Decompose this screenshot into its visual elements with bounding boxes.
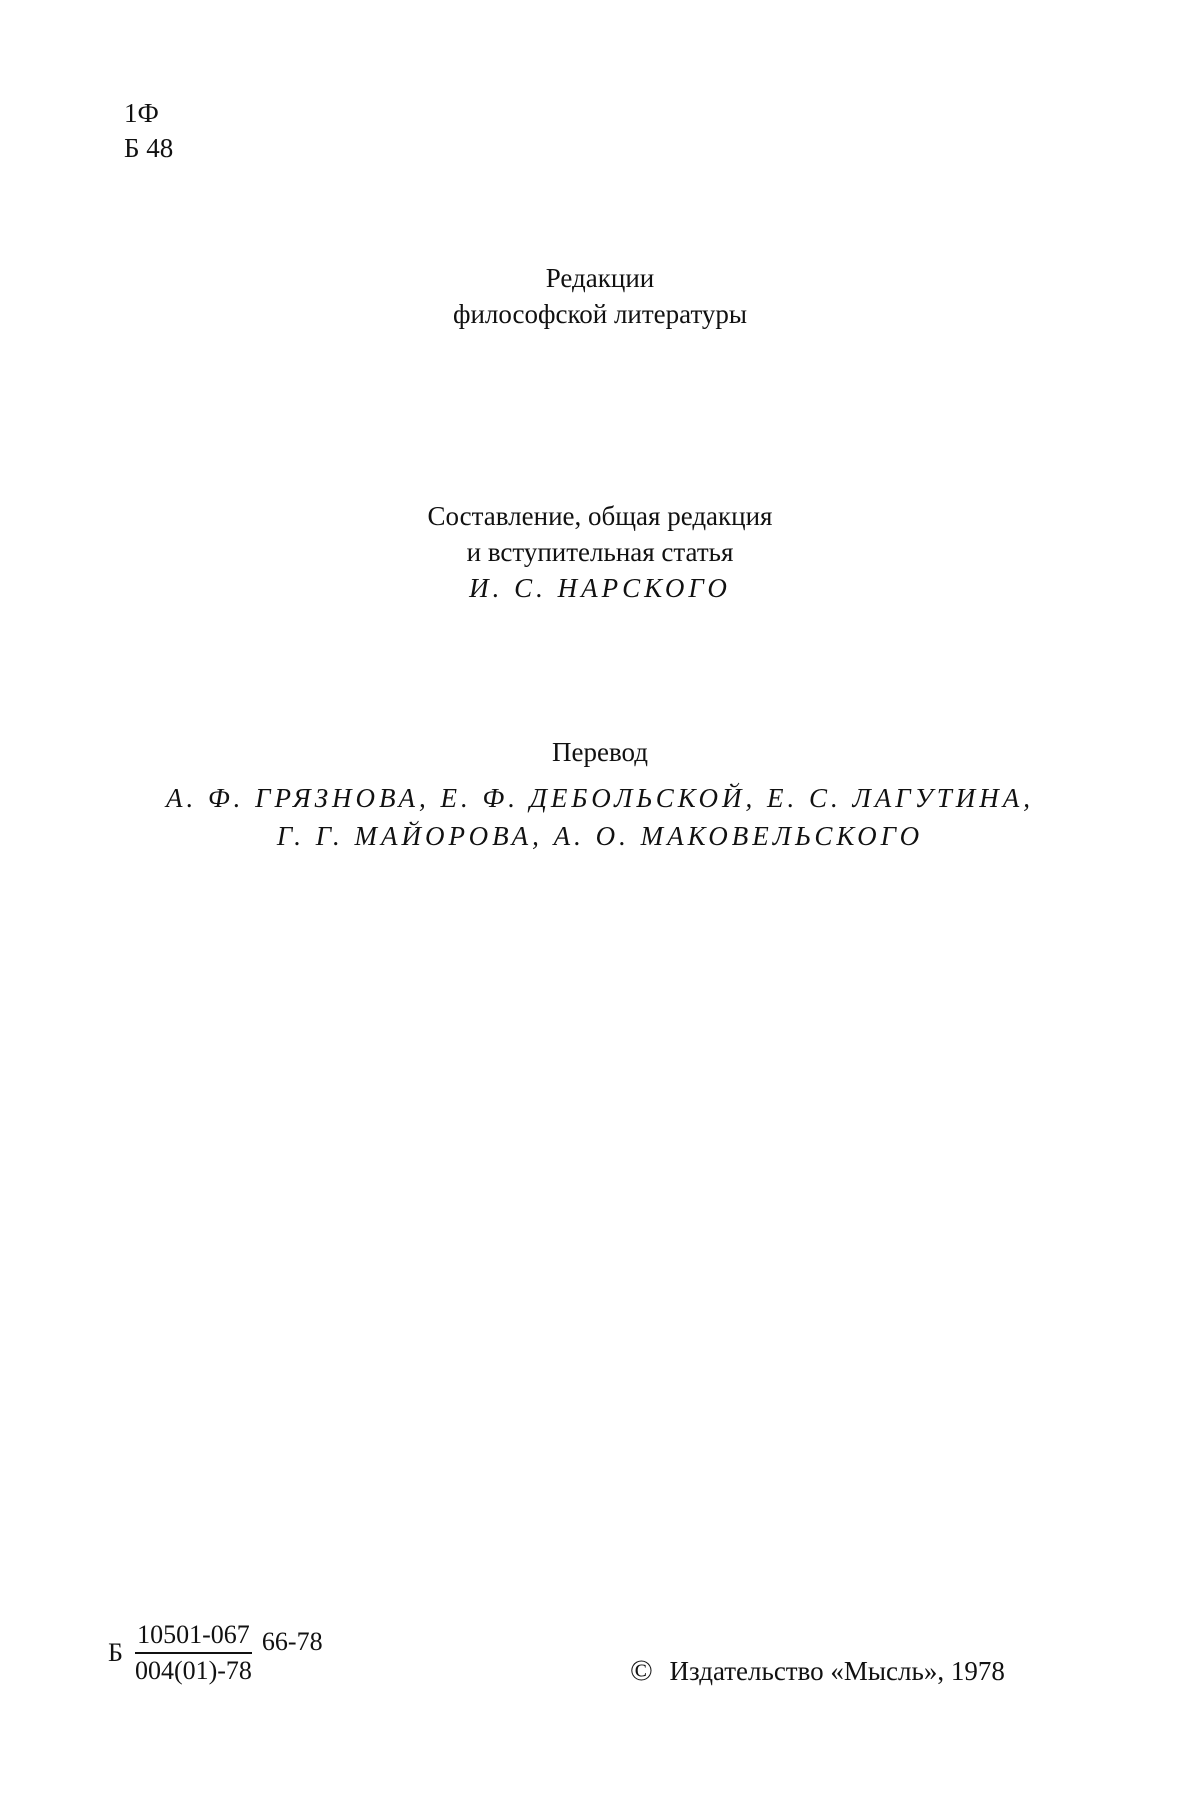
index-suffix: 66-78 — [261, 1627, 323, 1656]
compilation-credit-block — [0, 498, 1200, 606]
library-classification — [124, 96, 173, 166]
classification-code: 1Ф — [124, 98, 159, 128]
translators-line-1: А. Ф. ГРЯЗНОВА, Е. Ф. ДЕБОЛЬСКОЙ, Е. С. ЛАГУТИНА, — [165, 783, 1035, 813]
compilation-line-1: Составление, общая редакция — [427, 501, 773, 531]
index-fraction — [135, 1620, 252, 1686]
index-numerator: 10501-067 — [135, 1620, 252, 1654]
editorial-office-block — [0, 260, 1200, 332]
index-denominator: 004(01)-78 — [134, 1656, 252, 1685]
editor-name: И. С. НАРСКОГО — [469, 573, 731, 603]
author-mark: Б 48 — [124, 133, 174, 163]
editorial-office-line-1: Редакции — [545, 263, 655, 293]
translation-heading: Перевод — [552, 737, 648, 767]
publication-index-code — [108, 1620, 323, 1686]
translators-line-2: Г. Г. МАЙОРОВА, А. О. МАКОВЕЛЬСКОГО — [276, 821, 924, 851]
copyright-text: Издательство «Мысль», 1978 — [669, 1656, 1005, 1686]
editorial-office-line-2: философской литературы — [452, 299, 748, 329]
copyright-icon: © — [630, 1654, 653, 1687]
translators-list — [0, 779, 1200, 855]
translation-credit-block — [0, 733, 1200, 855]
copyright-notice — [630, 1654, 1005, 1688]
compilation-line-2: и вступительная статья — [466, 537, 734, 567]
index-letter: Б — [108, 1638, 123, 1667]
